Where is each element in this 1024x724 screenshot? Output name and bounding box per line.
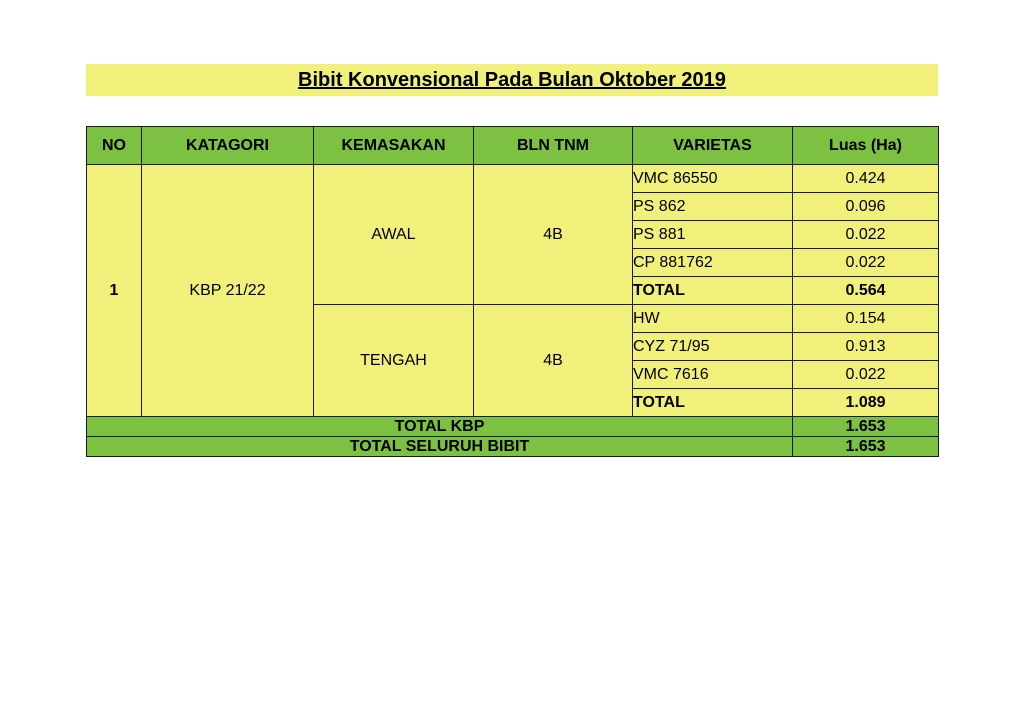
varietas-cell: VMC 7616 (633, 361, 793, 389)
total-kbp-row (87, 417, 939, 437)
header-no: NO (87, 127, 142, 165)
header-kemasakan: KEMASAKAN (314, 127, 474, 165)
luas-cell: 0.022 (793, 361, 939, 389)
page-title: Bibit Konvensional Pada Bulan Oktober 2019 (298, 69, 726, 91)
luas-cell: 0.424 (793, 165, 939, 193)
bln-tnm-tengah: 4B (474, 305, 633, 417)
luas-cell: 0.022 (793, 249, 939, 277)
header-row (87, 127, 939, 165)
subtotal-value: 0.564 (793, 277, 939, 305)
entry-no: 1 (87, 165, 142, 417)
header-katagori: KATAGORI (142, 127, 314, 165)
luas-cell: 0.022 (793, 221, 939, 249)
kemasakan-awal: AWAL (314, 165, 474, 305)
total-seluruh-label: TOTAL SELURUH BIBIT (87, 437, 793, 457)
header-varietas: VARIETAS (633, 127, 793, 165)
header-bln-tnm: BLN TNM (474, 127, 633, 165)
total-kbp-value: 1.653 (793, 417, 939, 437)
header-luas: Luas (Ha) (793, 127, 939, 165)
varietas-cell: CYZ 71/95 (633, 333, 793, 361)
varietas-cell: CP 881762 (633, 249, 793, 277)
bln-tnm-awal: 4B (474, 165, 633, 305)
subtotal-label: TOTAL (633, 277, 793, 305)
varietas-cell: PS 881 (633, 221, 793, 249)
varietas-cell: HW (633, 305, 793, 333)
subtotal-label: TOTAL (633, 389, 793, 417)
seed-table (86, 126, 939, 457)
varietas-cell: VMC 86550 (633, 165, 793, 193)
total-kbp-label: TOTAL KBP (87, 417, 793, 437)
title-bar (86, 64, 938, 96)
entry-katagori: KBP 21/22 (142, 165, 314, 417)
table-row (87, 165, 939, 193)
luas-cell: 0.913 (793, 333, 939, 361)
total-seluruh-row (87, 437, 939, 457)
kemasakan-tengah: TENGAH (314, 305, 474, 417)
varietas-cell: PS 862 (633, 193, 793, 221)
luas-cell: 0.154 (793, 305, 939, 333)
subtotal-value: 1.089 (793, 389, 939, 417)
luas-cell: 0.096 (793, 193, 939, 221)
total-seluruh-value: 1.653 (793, 437, 939, 457)
